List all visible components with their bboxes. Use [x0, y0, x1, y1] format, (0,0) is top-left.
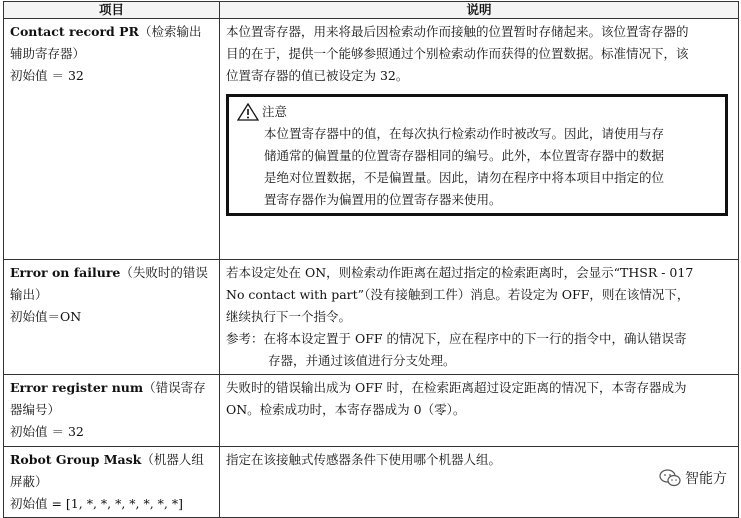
desc-line: 位置寄存器的值已被设定为 32。 — [226, 68, 409, 83]
caution-line: 本位置寄存器中的值，在每次执行检索动作时被改写。因此，请使用与存 — [264, 126, 665, 141]
table-row — [4, 19, 739, 260]
item-cell — [4, 260, 220, 375]
caution-line: 置寄存器作为偏置用的位置寄存器来使用。 — [264, 192, 502, 207]
caution-box — [226, 94, 728, 216]
caution-line: 储通常的偏置量的位置寄存器相同的编号。此外，本位置寄存器中的数据 — [264, 148, 665, 163]
wechat-icon — [659, 469, 681, 487]
caution-text — [237, 123, 717, 211]
item-initial-value: 初始值＝ON — [10, 309, 82, 324]
item-initial-value: 初始值 ＝ 32 — [10, 68, 84, 83]
item-name — [10, 262, 213, 306]
desc-line: 失败时的错误输出成为 OFF 时，在检索距离超过设定距离的情况下，本寄存器成为 — [226, 380, 687, 395]
item-name-en: Error on failure — [10, 265, 121, 280]
item-name — [10, 21, 213, 65]
table-header-row — [4, 2, 739, 19]
item-name — [10, 377, 213, 421]
description-cell — [220, 19, 739, 260]
item-initial-value: 初始值 = [1, *, *, *, *, *, *, *] — [10, 496, 184, 511]
reference-line: 参考：在将本设定置于 OFF 的情况下，应在程序中的下一行的指令中，确认错误寄 — [226, 331, 687, 346]
caution-title — [237, 101, 717, 123]
desc-line: ON。检索成功时，本寄存器成为 0（零）。 — [226, 402, 466, 417]
reference-line: 存器，并通过该值进行分支处理。 — [268, 353, 456, 368]
desc-line: 指定在该接触式传感器条件下使用哪个机器人组。 — [226, 452, 502, 467]
item-name-cn: （失败时的错误输出） — [10, 265, 208, 302]
item-name — [10, 449, 213, 493]
description-cell — [220, 375, 739, 447]
description-cell — [220, 260, 739, 375]
parameter-table — [3, 1, 739, 518]
item-cell — [4, 447, 220, 518]
item-cell — [4, 19, 220, 260]
watermark — [659, 468, 727, 488]
desc-line: No contact with part”（没有接触到工件）消息。若设定为 OFF，则在该情况下， — [226, 287, 690, 302]
header-item: 项目 — [4, 2, 220, 19]
desc-line: 本位置寄存器，用来将最后因检索动作而接触的位置暂时存储起来。该位置寄存器的 — [226, 24, 689, 39]
item-name-en: Robot Group Mask — [10, 452, 142, 467]
caution-line: 是绝对位置数据，不是偏置量。因此，请勿在程序中将本项目中指定的位 — [264, 170, 665, 185]
item-name-en: Error register num — [10, 380, 144, 395]
desc-line: 继续执行下一个指令。 — [226, 309, 352, 324]
table-row — [4, 375, 739, 447]
caution-label: 注意 — [262, 104, 288, 119]
item-name-cn: （机器人组屏蔽） — [10, 452, 204, 489]
item-cell — [4, 375, 220, 447]
item-initial-value: 初始值 ＝ 32 — [10, 424, 84, 439]
watermark-text: 智能方 — [685, 471, 727, 487]
desc-line: 目的在于，提供一个能够参照通过个别检索动作而获得的位置数据。标准情况下，该 — [226, 46, 689, 61]
item-name-en: Contact record PR — [10, 24, 139, 39]
item-name-cn: （检索输出辅助寄存器） — [10, 24, 202, 61]
table-row — [4, 447, 739, 518]
header-description: 说明 — [220, 2, 739, 19]
warning-icon — [237, 103, 259, 121]
desc-line: 若本设定处在 ON，则检索动作距离在超过指定的检索距离时，会显示“THSR - 017 — [226, 265, 694, 280]
item-name-cn: （错误寄存器编号） — [10, 380, 206, 417]
table-row — [4, 260, 739, 375]
